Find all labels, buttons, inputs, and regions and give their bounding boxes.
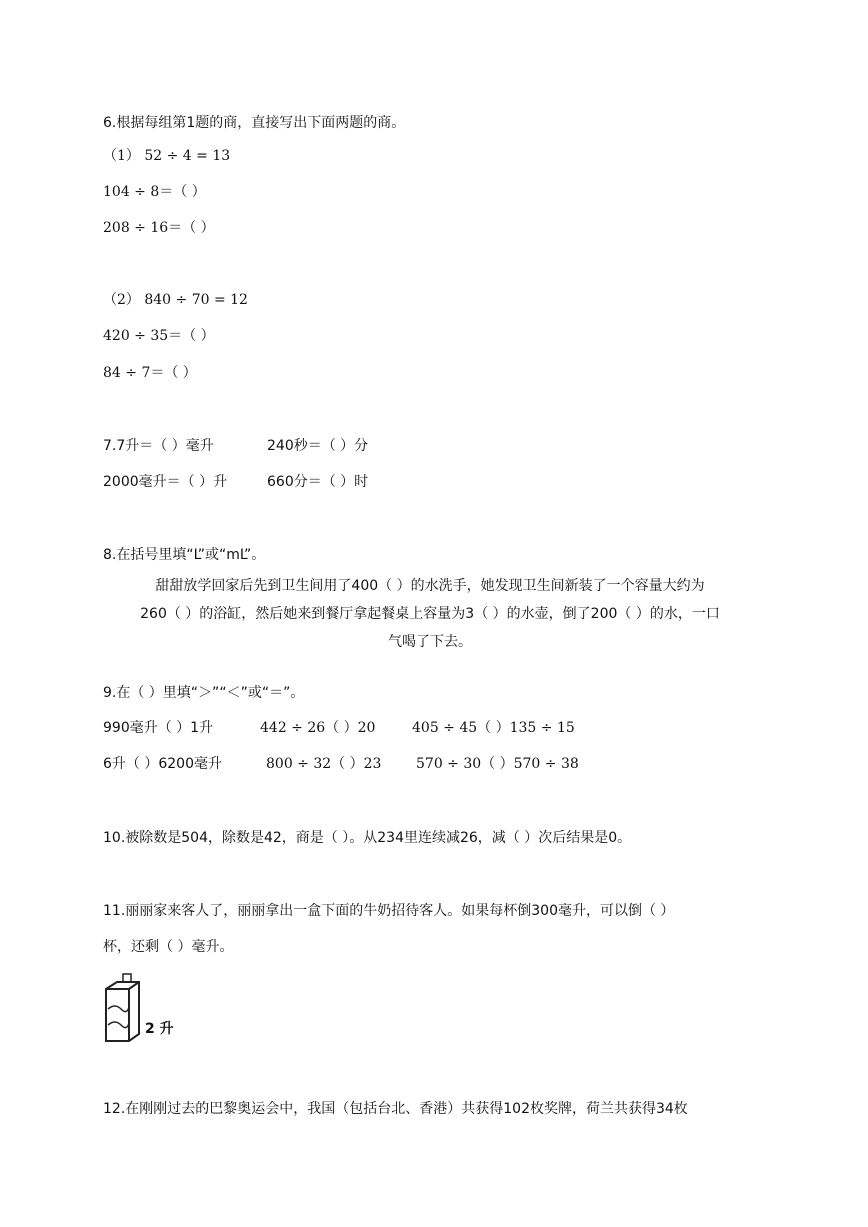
q9-title: 9.在（ ）里填“＞”“＜”或“＝”。 xyxy=(103,685,305,701)
q7-row1-left: 7.7升＝（ ）毫升 xyxy=(103,438,214,454)
q9-row1-item1: 990毫升（ ）1升 xyxy=(103,720,214,736)
q6-group1-item1: 104 ÷ 8＝（ ） xyxy=(103,184,206,200)
q6-group1-item2: 208 ÷ 16＝（ ） xyxy=(103,220,215,236)
q9-row2-item3: 570 ÷ 30（ ）570 ÷ 38 xyxy=(416,756,579,772)
q11-line1: 11.丽丽家来客人了，丽丽拿出一盒下面的牛奶招待客人。如果每杯倒300毫升，可以倒（ ） xyxy=(103,903,675,919)
q7-row2-right: 660分＝（ ）时 xyxy=(267,474,369,490)
q8-line3: 气喝了下去。 xyxy=(388,634,472,650)
q9-row2-item1: 6升（ ）6200毫升 xyxy=(103,756,222,772)
q7-row1-right: 240秒＝（ ）分 xyxy=(267,438,369,454)
q9-row1-item3: 405 ÷ 45（ ）135 ÷ 15 xyxy=(412,720,575,736)
q6-group2-item2: 84 ÷ 7＝（ ） xyxy=(103,365,197,381)
q6-group2-head: （2） 840 ÷ 70 = 12 xyxy=(103,292,248,308)
milk-carton-icon xyxy=(103,973,145,1043)
q12-text: 12.在刚刚过去的巴黎奥运会中，我国（包括台北、香港）共获得102枚奖牌，荷兰共获得34枚 xyxy=(103,1101,688,1117)
q8-title: 8.在括号里填“L”或“mL”。 xyxy=(103,547,266,563)
q8-paragraph xyxy=(100,572,760,656)
q6-group1-head: （1） 52 ÷ 4 = 13 xyxy=(103,148,231,164)
q8-line1: 甜甜放学回家后先到卫生间用了400（ ）的水洗手，她发现卫生间新装了一个容量大约为 xyxy=(155,578,705,594)
q6-group2-item1: 420 ÷ 35＝（ ） xyxy=(103,328,215,344)
q9-row2-item2: 800 ÷ 32（ ）23 xyxy=(266,756,382,772)
q10-text: 10.被除数是504，除数是42，商是（ ）。从234里连续减26，减（ ）次后结果是0。 xyxy=(103,830,632,846)
q7-row2-left: 2000毫升＝（ ）升 xyxy=(103,474,228,490)
q11-line2: 杯，还剩（ ）毫升。 xyxy=(103,939,234,955)
q6-title: 6.根据每组第1题的商，直接写出下面两题的商。 xyxy=(103,115,406,131)
q9-row1-item2: 442 ÷ 26（ ）20 xyxy=(260,720,376,736)
carton-volume-label: 2 升 xyxy=(145,1021,174,1037)
q8-line2: 260（ ）的浴缸，然后她来到餐厅拿起餐桌上容量为3（ ）的水壶，倒了200（ ）的水，一口 xyxy=(140,606,720,622)
